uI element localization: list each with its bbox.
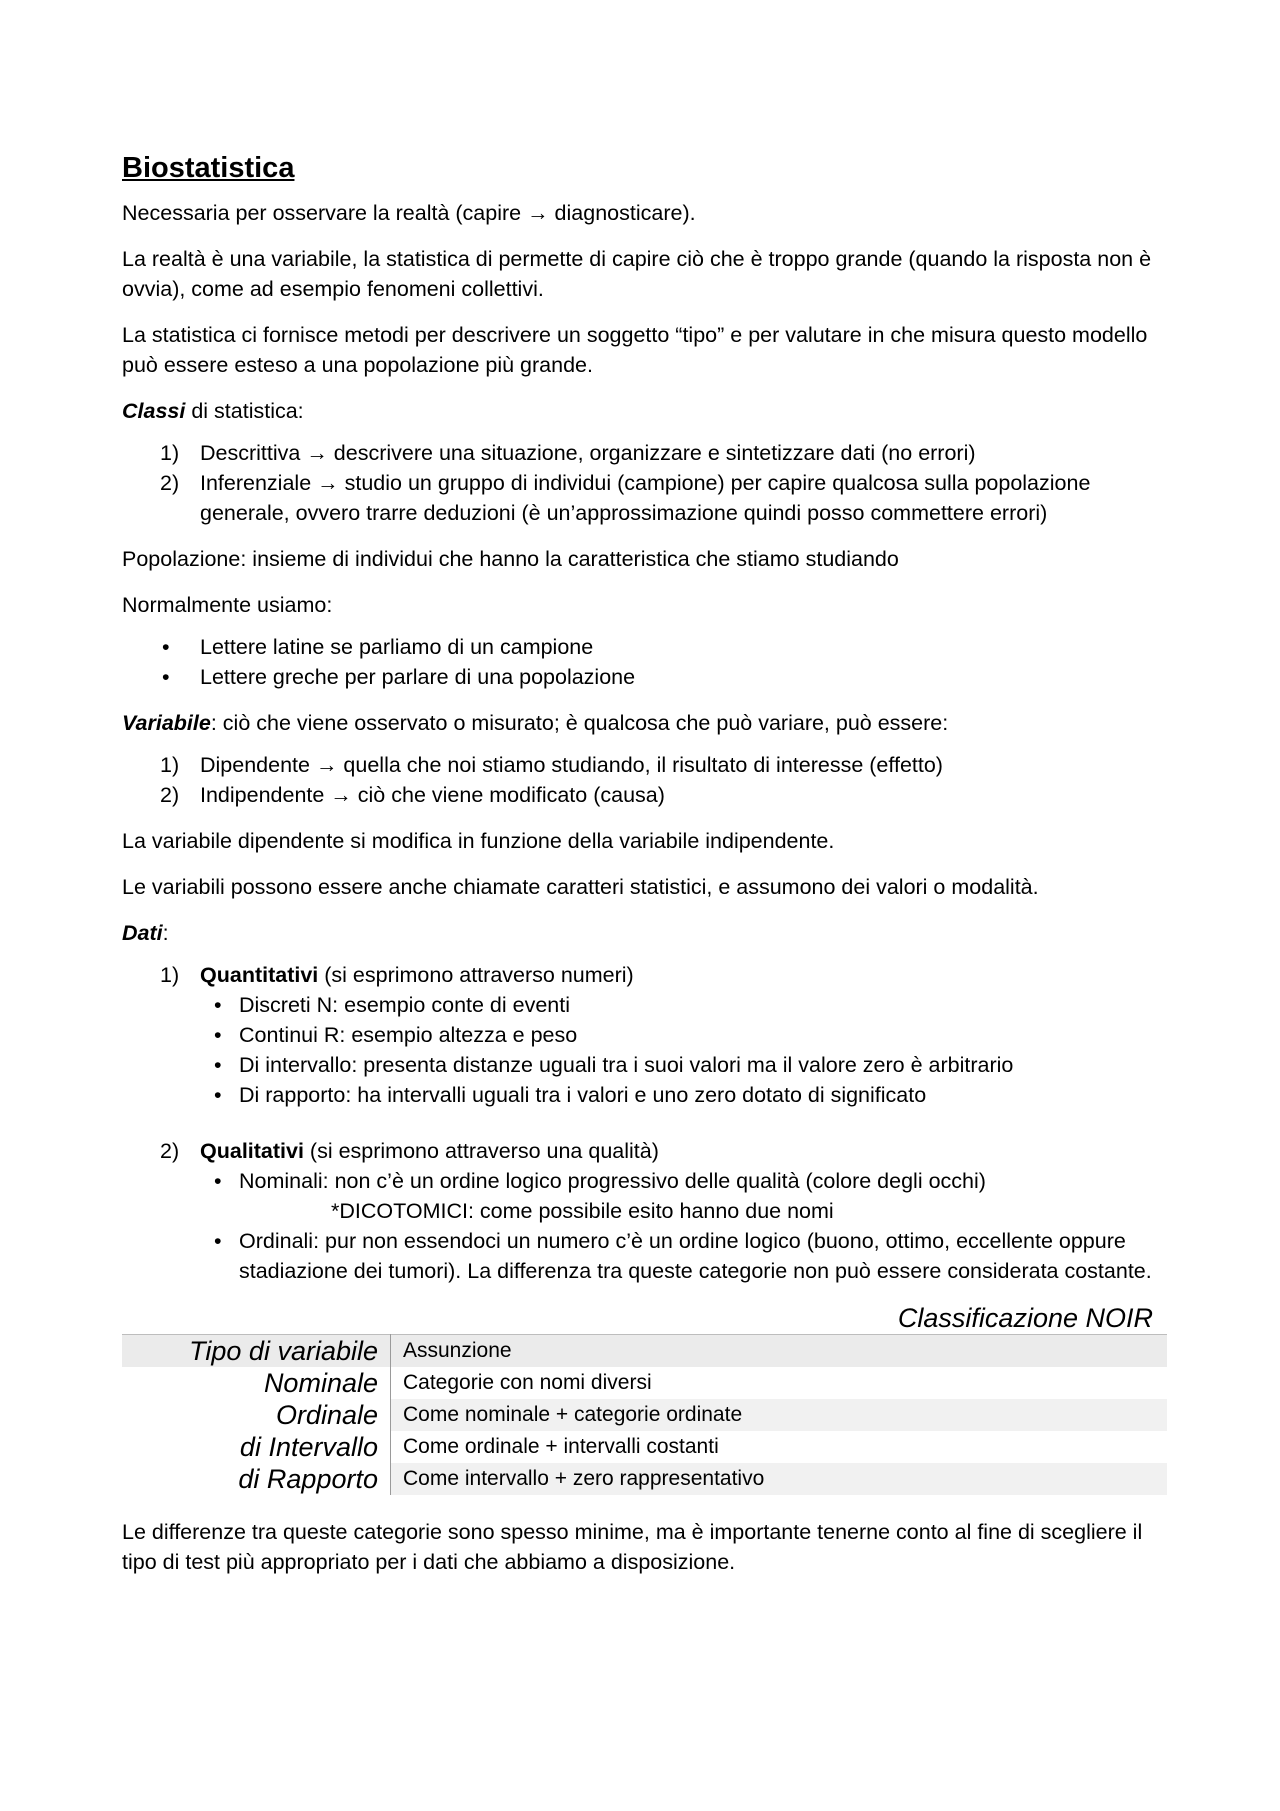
table-cell-type: Ordinale (275, 1400, 378, 1430)
sub-item-text: Di intervallo: presenta distanze uguali tra i suoi valori ma il valore zero è arbitrario (239, 1053, 1014, 1077)
list-item (122, 468, 1167, 528)
sub-item (200, 1020, 1167, 1050)
bullet-icon: • (214, 1229, 222, 1253)
table-header-cell: Assunzione (391, 1335, 1168, 1368)
list-item (122, 780, 1167, 810)
variabile-list (122, 750, 1167, 810)
dati-rest: : (162, 921, 169, 945)
table-header-row (122, 1335, 1167, 1368)
intro-paragraph: Necessaria per osservare la realtà (capire → diagnosticare). (122, 201, 696, 225)
table-row (122, 1463, 1167, 1495)
quantitativi-label: Quantitativi (200, 963, 319, 987)
qualitativi-rest: (si esprimono attraverso una qualità) (303, 1139, 659, 1163)
table-row (122, 1367, 1167, 1399)
list-number: 2) (160, 1139, 180, 1163)
list-item-text: Lettere latine se parliamo di un campione (200, 635, 594, 659)
table-cell-assumption: Come nominale + categorie ordinate (391, 1399, 1168, 1431)
dati-list (122, 960, 1167, 1286)
table-row (122, 1431, 1167, 1463)
table-header-cell: Tipo di variabile (122, 1335, 391, 1368)
bullet-icon: • (214, 1023, 222, 1047)
variabile-label: Variabile (122, 711, 211, 735)
list-number: 1) (160, 441, 180, 465)
classi-list (122, 438, 1167, 528)
list-item (122, 632, 1167, 662)
noir-table (122, 1334, 1167, 1495)
variabile-heading (122, 708, 1167, 738)
quantitativi-rest: (si esprimono attraverso numeri) (318, 963, 634, 987)
quantitativi-sublist (200, 990, 1167, 1110)
list-item-text: Descrittiva → descrivere una situazione, organizzare e sintetizzare dati (no errori) (200, 441, 976, 465)
list-item-text: Dipendente → quella che noi stiamo studiando, il risultato di interesse (effetto) (200, 753, 943, 777)
bullet-icon: • (214, 1169, 222, 1193)
sub-item-text: Ordinali: pur non essendoci un numero c’è un ordine logico (buono, ottimo, eccellente oppure stadiazione dei tumori). La differenza tra queste categorie non può essere considerata costante. (239, 1229, 1152, 1283)
classi-heading (122, 396, 1167, 426)
bullet-icon: • (214, 1053, 222, 1077)
list-number: 1) (160, 753, 180, 777)
dicotomici-note: *DICOTOMICI: come possibile esito hanno due nomi (331, 1199, 834, 1223)
table-cell-assumption: Come ordinale + intervalli costanti (391, 1431, 1168, 1463)
intro-paragraph: La realtà è una variabile, la statistica di permette di capire ciò che è troppo grande (quando la risposta non è ovvia), come ad esempio fenomeni collettivi. (122, 247, 1152, 301)
sub-item (200, 1226, 1167, 1286)
bullet-icon: • (162, 635, 170, 659)
qualitativi-label: Qualitativi (200, 1139, 304, 1163)
bullet-icon: • (214, 993, 222, 1017)
classi-rest: di statistica: (185, 399, 304, 423)
page-title: Biostatistica (122, 152, 295, 184)
list-item (122, 662, 1167, 692)
table-row (122, 1399, 1167, 1431)
bullet-icon: • (162, 665, 170, 689)
variabile-paragraph: Le variabili possono essere anche chiamate caratteri statistici, e assumono dei valori o modalità. (122, 875, 1039, 899)
sub-item (200, 1080, 1167, 1110)
table-caption: Classificazione NOIR (897, 1303, 1153, 1333)
dati-heading (122, 918, 1167, 948)
list-number: 2) (160, 783, 180, 807)
list-number: 2) (160, 471, 180, 495)
table-cell-type: di Rapporto (238, 1464, 378, 1494)
list-item (122, 750, 1167, 780)
sub-item-text: Di rapporto: ha intervalli uguali tra i valori e uno zero dotato di significato (239, 1083, 927, 1107)
sub-item-text: Discreti N: esempio conte di eventi (239, 993, 571, 1017)
popolazione-paragraph: Popolazione: insieme di individui che hanno la caratteristica che stiamo studiando (122, 547, 899, 571)
list-number: 1) (160, 963, 180, 987)
list-item-text: Lettere greche per parlare di una popolazione (200, 665, 636, 689)
variabile-rest: : ciò che viene osservato o misurato; è qualcosa che può variare, può essere: (210, 711, 949, 735)
normalmente-paragraph: Normalmente usiamo: (122, 593, 333, 617)
list-item (122, 438, 1167, 468)
bullet-icon: • (214, 1083, 222, 1107)
list-item-quantitativi (122, 960, 1167, 1110)
table-cell-type: Nominale (263, 1368, 378, 1398)
sub-item-text: Nominali: non c’è un ordine logico progressivo delle qualità (colore degli occhi) (239, 1169, 986, 1193)
dati-label: Dati (122, 921, 163, 945)
table-cell-type: di Intervallo (239, 1432, 378, 1462)
lettere-list (122, 632, 1167, 692)
document-page (122, 150, 1167, 1593)
list-item-qualitativi (122, 1136, 1167, 1286)
sub-item (200, 1166, 1167, 1226)
sub-item (200, 1050, 1167, 1080)
variabile-paragraph: La variabile dipendente si modifica in funzione della variabile indipendente. (122, 829, 835, 853)
table-cell-assumption: Categorie con nomi diversi (391, 1367, 1168, 1399)
list-item-text: Inferenziale → studio un gruppo di individui (campione) per capire qualcosa sulla popolazione generale, ovvero trarre deduzioni (è un’approssimazione quindi posso commettere errori) (200, 471, 1091, 525)
qualitativi-sublist (200, 1166, 1167, 1286)
conclusion-paragraph: Le differenze tra queste categorie sono spesso minime, ma è importante tenerne conto al fine di scegliere il tipo di test più appropriato per i dati che abbiamo a disposizione. (122, 1520, 1143, 1574)
table-cell-assumption: Come intervallo + zero rappresentativo (391, 1463, 1168, 1495)
sub-item (200, 990, 1167, 1020)
intro-paragraph: La statistica ci fornisce metodi per descrivere un soggetto “tipo” e per valutare in che misura questo modello può essere esteso a una popolazione più grande. (122, 323, 1148, 377)
classi-label: Classi (122, 399, 186, 423)
list-item-text: Indipendente → ciò che viene modificato (causa) (200, 783, 665, 807)
sub-item-text: Continui R: esempio altezza e peso (239, 1023, 578, 1047)
